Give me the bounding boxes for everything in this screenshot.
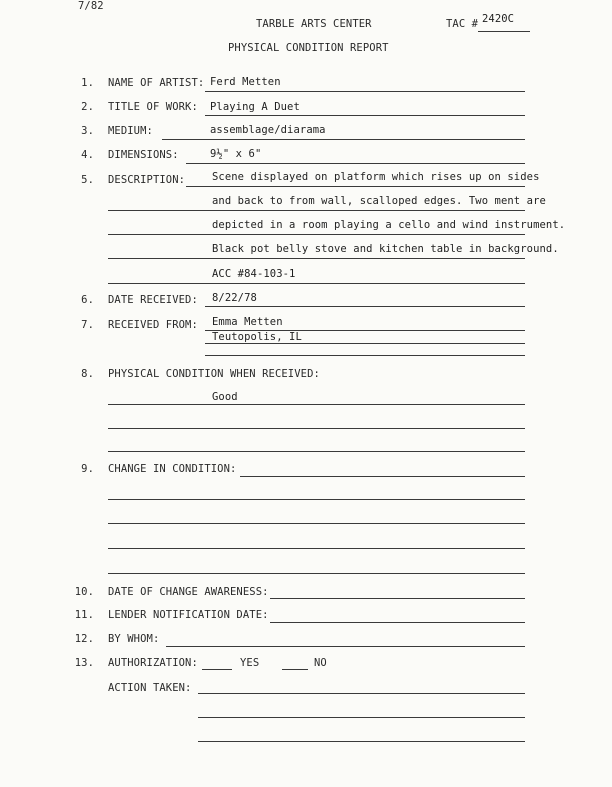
change-condition-field[interactable]: [240, 476, 525, 477]
condition-received-label: PHYSICAL CONDITION WHEN RECEIVED:: [108, 368, 320, 380]
description-rule: [108, 210, 525, 211]
condition-received-field[interactable]: Good: [212, 391, 238, 403]
organization-name: TARBLE ARTS CENTER: [256, 18, 372, 30]
item-number: 6.: [81, 294, 94, 306]
tac-number[interactable]: 2420C: [482, 13, 515, 25]
description-label: DESCRIPTION:: [108, 174, 186, 186]
description-rule: [108, 283, 525, 284]
by-whom-label: BY WHOM:: [108, 633, 160, 645]
page-title: PHYSICAL CONDITION REPORT: [228, 42, 389, 54]
lender-notification-label: LENDER NOTIFICATION DATE:: [108, 609, 269, 621]
tac-number-line: [478, 31, 530, 32]
change-awareness-label: DATE OF CHANGE AWARENESS:: [108, 586, 269, 598]
item-number: 2.: [81, 101, 94, 113]
description-line-3[interactable]: depicted in a room playing a cello and wind instrument.: [212, 219, 566, 231]
artist-line: [205, 91, 525, 92]
received-from-city[interactable]: Teutopolis, IL: [212, 331, 302, 343]
artist-label: NAME OF ARTIST:: [108, 77, 205, 89]
action-taken-line: [198, 717, 525, 718]
tac-label: TAC #: [446, 18, 479, 30]
description-line-1[interactable]: Scene displayed on platform which rises up on sides: [212, 171, 540, 183]
authorization-no-label: NO: [314, 657, 327, 669]
description-rule: [108, 258, 525, 259]
description-rule: [186, 186, 525, 187]
change-condition-line: [108, 573, 525, 574]
change-awareness-field[interactable]: [270, 598, 525, 599]
description-line-4[interactable]: Black pot belly stove and kitchen table in background.: [212, 243, 559, 255]
title-line: [205, 115, 525, 116]
change-condition-line: [108, 548, 525, 549]
description-line-2[interactable]: and back to from wall, scalloped edges. Two ment are: [212, 195, 546, 207]
received-from-line: [205, 343, 525, 344]
item-number: 13.: [74, 657, 94, 669]
received-from-line: [205, 355, 525, 356]
by-whom-field[interactable]: [166, 646, 525, 647]
action-taken-field[interactable]: [198, 693, 525, 694]
item-number: 3.: [81, 125, 94, 137]
accession-number[interactable]: ACC #84-103-1: [212, 268, 296, 280]
date-received-label: DATE RECEIVED:: [108, 294, 198, 306]
change-condition-line: [108, 523, 525, 524]
medium-label: MEDIUM:: [108, 125, 153, 137]
lender-notification-field[interactable]: [270, 622, 525, 623]
authorization-yes-box[interactable]: [202, 669, 232, 670]
dimensions-label: DIMENSIONS:: [108, 149, 179, 161]
item-number: 5.: [81, 174, 94, 186]
artist-field[interactable]: Ferd Metten: [210, 76, 281, 88]
medium-line: [162, 139, 525, 140]
condition-line: [108, 404, 525, 405]
item-number: 12.: [74, 633, 94, 645]
dimensions-line: [186, 163, 525, 164]
received-from-name[interactable]: Emma Metten: [212, 316, 283, 328]
received-from-label: RECEIVED FROM:: [108, 319, 198, 331]
date-received-line: [205, 306, 525, 307]
title-label: TITLE OF WORK:: [108, 101, 198, 113]
authorization-no-box[interactable]: [282, 669, 308, 670]
condition-line: [108, 428, 525, 429]
item-number: 7.: [81, 319, 94, 331]
action-taken-line: [198, 741, 525, 742]
dimensions-field[interactable]: 9½" x 6": [210, 148, 262, 160]
item-number: 9.: [81, 463, 94, 475]
item-number: 10.: [74, 586, 94, 598]
item-number: 8.: [81, 368, 94, 380]
change-condition-line: [108, 499, 525, 500]
description-rule: [108, 234, 525, 235]
authorization-label: AUTHORIZATION:: [108, 657, 198, 669]
form-date-code: 7/82: [78, 0, 104, 12]
action-taken-label: ACTION TAKEN:: [108, 682, 192, 694]
change-condition-label: CHANGE IN CONDITION:: [108, 463, 237, 475]
date-received-field[interactable]: 8/22/78: [212, 292, 257, 304]
item-number: 11.: [74, 609, 94, 621]
item-number: 4.: [81, 149, 94, 161]
medium-field[interactable]: assemblage/diarama: [210, 124, 326, 136]
title-field[interactable]: Playing A Duet: [210, 101, 300, 113]
authorization-yes-label: YES: [240, 657, 260, 669]
item-number: 1.: [81, 77, 94, 89]
condition-line: [108, 451, 525, 452]
